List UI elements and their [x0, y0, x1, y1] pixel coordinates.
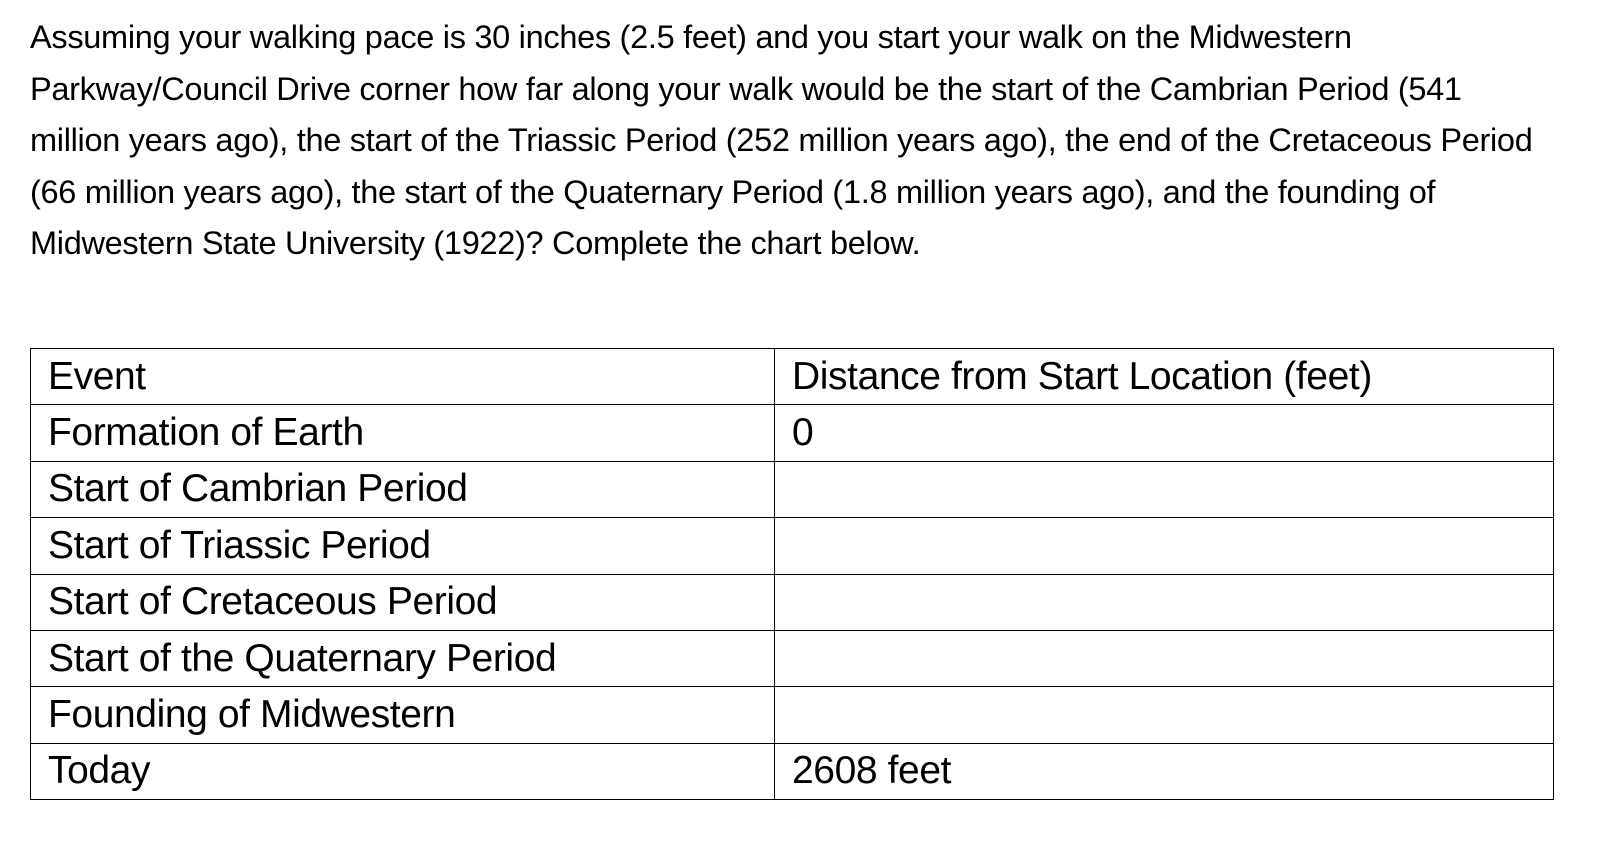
table-row — [31, 687, 1554, 743]
table-row — [31, 518, 1554, 574]
event-cell: Start of Cambrian Period — [31, 461, 775, 517]
table-row — [31, 574, 1554, 630]
table-row — [31, 461, 1554, 517]
table-row — [31, 405, 1554, 461]
table-header-row — [31, 349, 1554, 405]
question-text: Assuming your walking pace is 30 inches (2.5 feet) and you start your walk on the Midwestern Parkway/Council Drive corner how far along your walk would be the start of the Cambrian Period (541 million years ago), the start of the Triassic Period (252 million years ago), the end of the Cretaceous Period (66 million years ago), the start of the Quaternary Period (1.8 million years ago), and the founding of Midwestern State University (1922)? Complete the chart below. — [30, 19, 1533, 261]
timeline-table — [30, 348, 1554, 800]
event-cell: Start of Cretaceous Period — [31, 574, 775, 630]
distance-cell[interactable] — [775, 687, 1554, 743]
event-cell: Formation of Earth — [31, 405, 775, 461]
event-cell: Start of the Quaternary Period — [31, 630, 775, 686]
distance-cell[interactable] — [775, 630, 1554, 686]
distance-cell[interactable] — [775, 574, 1554, 630]
event-cell: Founding of Midwestern — [31, 687, 775, 743]
header-distance: Distance from Start Location (feet) — [775, 349, 1554, 405]
distance-cell[interactable]: 2608 feet — [775, 743, 1554, 799]
header-event: Event — [31, 349, 775, 405]
event-cell: Today — [31, 743, 775, 799]
table-row — [31, 743, 1554, 799]
table-row — [31, 630, 1554, 686]
distance-cell[interactable] — [775, 461, 1554, 517]
distance-cell[interactable] — [775, 518, 1554, 574]
event-cell: Start of Triassic Period — [31, 518, 775, 574]
distance-cell[interactable]: 0 — [775, 405, 1554, 461]
